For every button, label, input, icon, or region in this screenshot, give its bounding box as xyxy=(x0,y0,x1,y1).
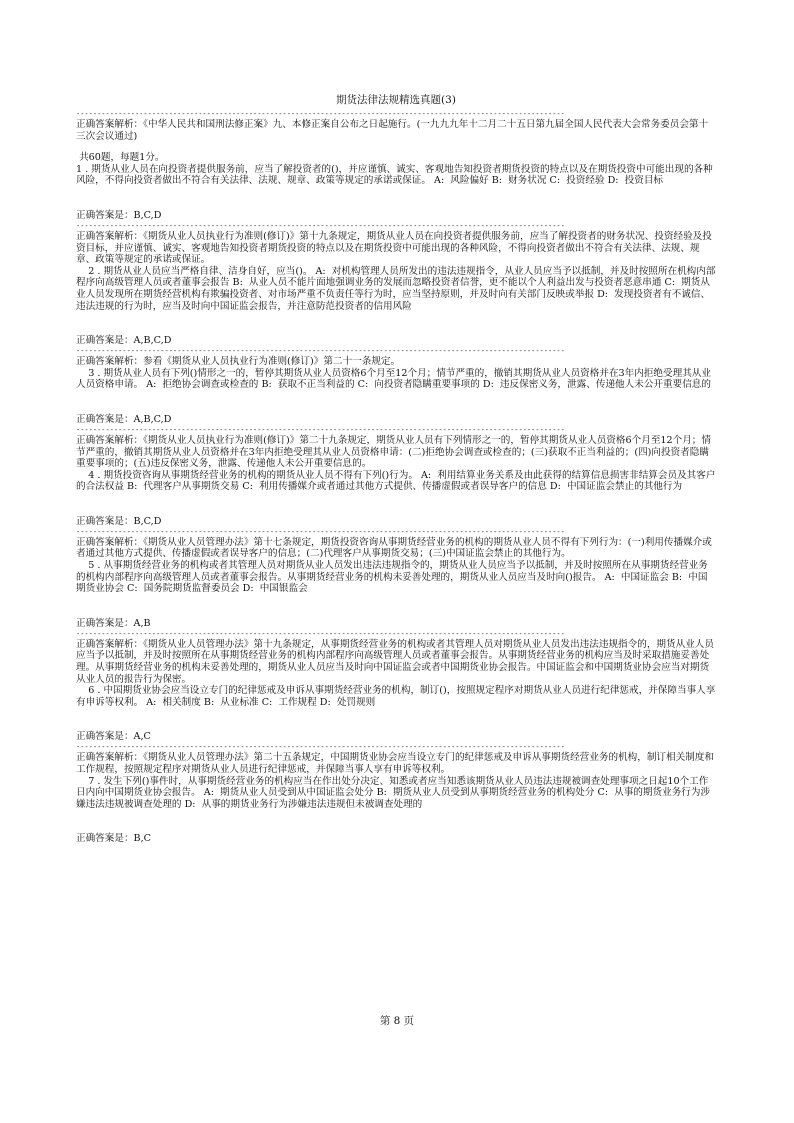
question-block-1 xyxy=(76,164,716,266)
question-block-3 xyxy=(76,368,716,470)
intro-explanation: 正确答案解析：《中华人民共和国刑法修正案》九、本修正案自公布之日起施行。(一九九九年十二月二十五日第九届全国人民代表大会常务委员会第十三次会议通过) xyxy=(76,119,709,142)
question-text: 6 . 中国期货业协会应当设立专门的纪律惩戒及申诉从事期货经营业务的机构，制订()，按照规定程序对期货从业人员进行纪律惩戒，并保障当事人享有申诉等权利。 A: 相关制度 B: 从业标准 C: 工作规程 D: 处罚规则 xyxy=(76,685,716,708)
answer-explanation: 正确答案解析：《期货从业人员管理办法》第十九条规定，从事期货经营业务的机构或者其管理人员对期货从业人员发出违法违规指令的，期货从业人员应当予以抵制，并及时按照所在从事期货经营业务的机构内部程序向高级管理人员或者董事会报告。从事期货经营业务的机构应当及时采取措施妥善处理。从事期货经营业务的机构未妥善处理的，期货从业人员应当及时向中国证监会或者中国期货业协会报告。中国证监会和中国期货业协会应当对期货从业人员的报告行为保密。 xyxy=(76,638,714,685)
question-text: 5 . 从事期货经营业务的机构或者其管理人员对期货从业人员发出违法违规指令的，期货从业人员应当予以抵制，并及时按照所在从事期货经营业务的机构内部程序向高级管理人员或者董事会报告。从事期货经营业务的机构未妥善处理的，期货从业人员应当及时向()报告。 A: 中国证监会 B: 中国期货业协会 C: 国务院期货监督委员会 D: 中国银监会 xyxy=(76,560,708,595)
separator-line: -------------------------------------------------------------------------------------------------------------------- xyxy=(76,221,565,230)
answer-line: 正确答案是：A,B,C,D xyxy=(76,335,172,347)
separator-line: -------------------------------------------------------------------------------------------------------------------- xyxy=(76,347,565,356)
answer-line: 正确答案是：B,C xyxy=(76,833,152,845)
question-block-6 xyxy=(76,685,716,775)
document-page xyxy=(76,92,716,845)
question-text: 3 . 期货从业人员有下列()情形之一的，暂停其期货从业人员资格6个月至12个月；情节严重的，撤销其期货从业人员资格并在3年内拒绝受理其从业人员资格申请。 A: 拒绝协会调查或检查的 B: 获取不正当利益的 C: 向投资者隐瞒重要事项的 D: 违反保密义务，泄露、传递他人未公开重要信息的 xyxy=(76,367,711,391)
answer-line: 正确答案是：B,C,D xyxy=(76,209,162,221)
separator-line: -------------------------------------------------------------------------------------------------------------------- xyxy=(76,629,565,638)
question-block-7 xyxy=(76,776,716,846)
answer-explanation: 正确答案解析：《期货从业人员执业行为准则(修订)》第十九条规定，期货从业人员在向投资者提供服务前，应当了解投资者的财务状况、投资经验及投资目标，并应谨慎、诚实、客观地告知投资者期货投资的特点以及在期货投资中可能出现的各种风险，不得向投资者做出不符合有关法律、法规、规章、政策等规定的承诺或保证。 xyxy=(76,230,712,266)
answer-line: 正确答案是：A,C xyxy=(76,731,151,743)
question-block-5 xyxy=(76,560,716,685)
section-header: 共60题，每题1分。 xyxy=(76,152,165,164)
page-number: 第 8 页 xyxy=(379,1015,415,1027)
question-text: 2 . 期货从业人员应当严格自律、洁身自好，应当()。 A: 对机构管理人员所发出的违法违规指令，从业人员应当予以抵制，并及时按照所在机构内部程序向高级管理人员或者董事会报告 B: 从业人员不能片面地强调业务的发展而忽略投资者信誉，更不能以个人利益出发与投资者恶意串通 C: 期货从业人员发现所在期货经营机构有欺骗投资者、对市场严重不负责任等行为时，应当坚持原则，并及时向有关部门反映或举报 D: 发现投资者有不诚信、违法违规的行为时，应当及时向中国证监会报告，并注意防范投资者的信用风险 xyxy=(76,265,716,312)
separator-line: -------------------------------------------------------------------------------------------------------------------- xyxy=(76,425,565,434)
document-title: 期货法律法规精选真题(3) xyxy=(336,94,456,106)
answer-explanation: 正确答案解析：《期货从业人员管理办法》第二十五条规定，中国期货业协会应当设立专门的纪律惩戒及申诉从事期货经营业务的机构，制订相关制度和工作规程，按照规定程序对期货从业人员进行纪律惩戒，并保障当事人享有申诉等权利。 xyxy=(76,752,714,775)
answer-line: 正确答案是：B,C,D xyxy=(76,515,162,527)
answer-explanation: 正确答案解析：《期货从业人员执业行为准则(修订)》第二十九条规定，期货从业人员有下列情形之一的，暂停其期货从业人员资格6个月至12个月；情节严重的，撤销其期货从业人员资格并在3年内拒绝受理其从业人员资格申请：(二)拒绝协会调查或检查的；(三)获取不正当利益的；(四)向投资者隐瞒重要事项的；(五)违反保密义务，泄露、传递他人未公开重要信息的。 xyxy=(76,434,711,470)
answer-explanation: 正确答案解析：《期货从业人员管理办法》第十七条规定，期货投资咨询从事期货经营业务的机构的期货从业人员不得有下列行为：(一)利用传播媒介或者通过其他方式提供、传播虚假或者误导客户的信息；(二)代理客户从事期货交易；(三)中国证监会禁止的其他行为。 xyxy=(76,536,712,560)
question-text: 1 . 期货从业人员在向投资者提供服务前，应当了解投资者的()，并应谨慎、诚实、客观地告知投资者期货投资的特点以及在期货投资中可能出现的各种风险，不得向投资者做出不符合有关法律、法规、规章、政策等规定的承诺或保证。 A: 风险偏好 B: 财务状况 C: 投资经验 D: 投资目标 xyxy=(76,163,713,187)
separator-line: -------------------------------------------------------------------------------------------------------------------- xyxy=(76,743,565,752)
separator-line: -------------------------------------------------------------------------------------------------------------------- xyxy=(76,527,565,536)
question-block-2 xyxy=(76,266,716,368)
question-text: 7 . 发生下列()事件时，从事期货经营业务的机构应当在作出处分决定、知悉或者应当知悉该期货从业人员违法违规被调查处理事项之日起10个工作日内向中国期货业协会报告。 A: 期货从业人员受到从中国证监会处分 B: 期货从业人员受到从事期货经营业务的机构处分 C: 从事的期货业务行为涉嫌违法违规被调查处理的 D: 从事的期货业务行为涉嫌违法违规但未被调查处理的 xyxy=(76,775,711,810)
answer-explanation: 正确答案解析：参看《期货从业人员执业行为准则(修订)》第二十一条规定。 xyxy=(76,356,401,368)
separator-line: -------------------------------------------------------------------------------------------------------------------- xyxy=(76,110,565,118)
question-block-4 xyxy=(76,470,716,560)
question-text: 4 . 期货投资咨询从事期货经营业务的机构的期货从业人员不得有下列()行为。 A: 利用结算业务关系及由此获得的结算信息损害非结算会员及其客户的合法权益 B: 代理客户从事期货交易 C: 利用传播媒介或者通过其他方式提供、传播虚假或者误导客户的信息 D: 中国证监会禁止的其他行为 xyxy=(76,469,716,493)
answer-line: 正确答案是：A,B,C,D xyxy=(76,413,172,425)
answer-line: 正确答案是：A,B xyxy=(76,617,151,629)
